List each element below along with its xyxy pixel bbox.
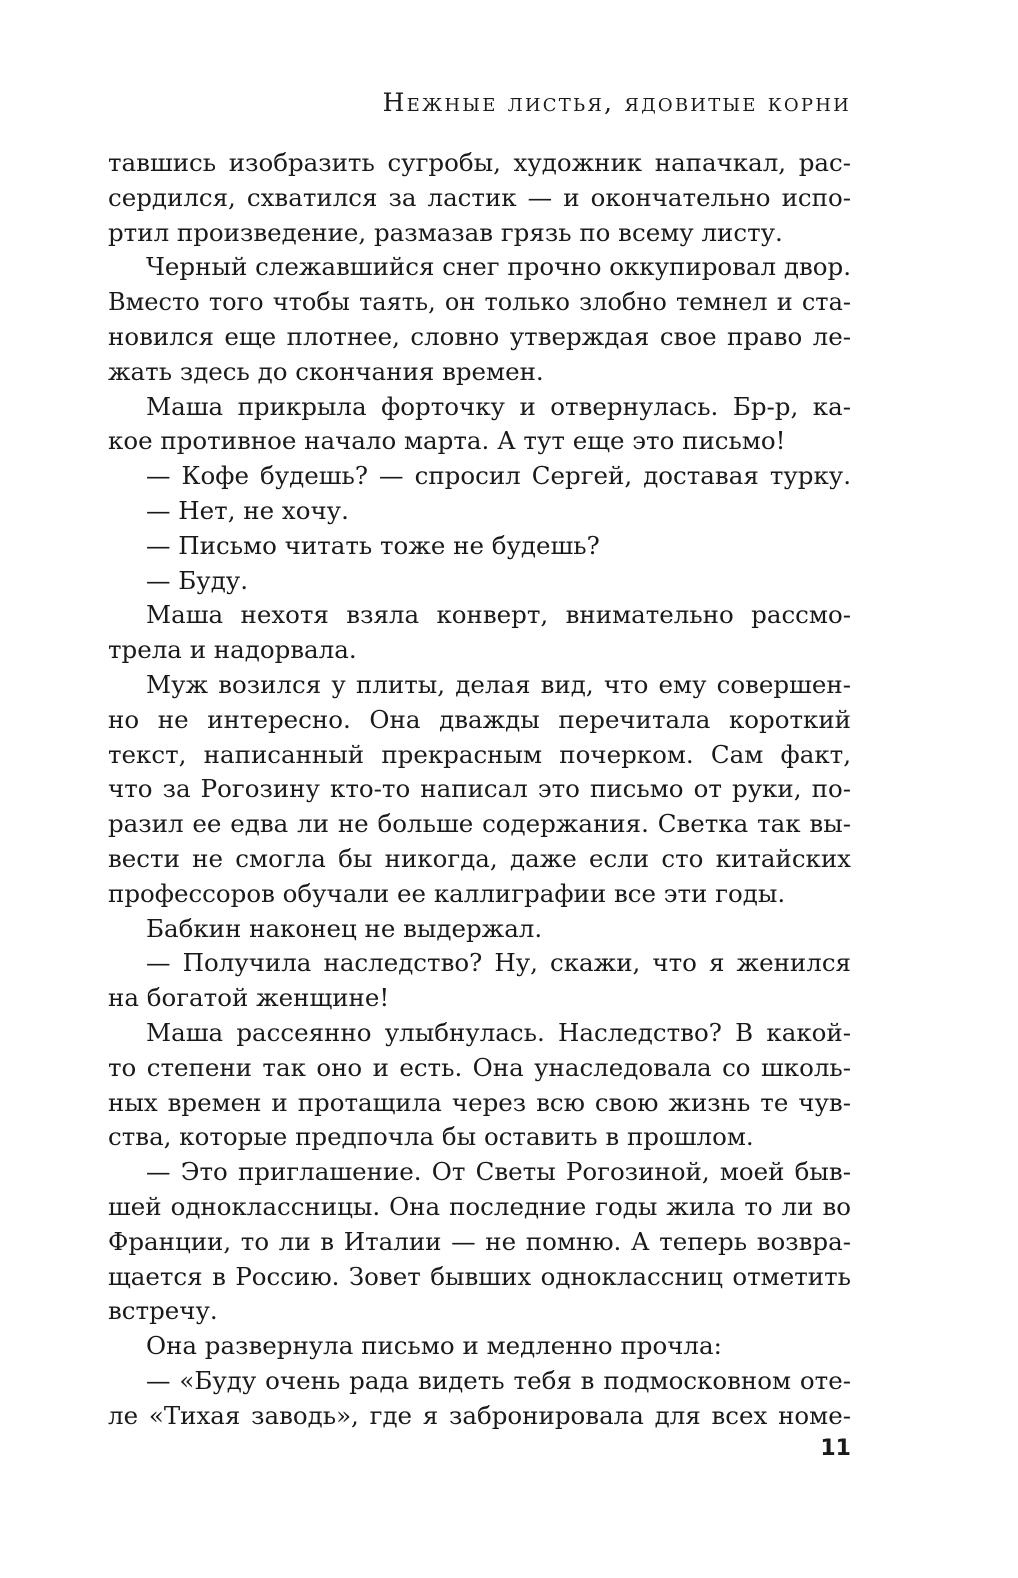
text-line: ле «Тихая заводь», где я забронировала для всех номе-: [108, 1400, 851, 1430]
text-line: шей одноклассницы. Она последние годы жила то ли во: [108, 1191, 851, 1221]
text-line: — Буду.: [146, 565, 248, 595]
text-line: Она развернула письмо и медленно прочла:: [146, 1331, 722, 1361]
text-line: — Письмо читать тоже не будешь?: [146, 530, 600, 560]
text-line: вести не смогла бы никогда, даже если сто китайских: [108, 843, 851, 873]
text-line: на богатой женщине!: [108, 983, 390, 1013]
text-line: профессоров обучали ее каллиграфии все эти годы.: [108, 878, 786, 908]
text-line: Черный слежавшийся снег прочно оккупировал двор.: [146, 252, 851, 282]
text-line: то степени так оно и есть. Она унаследовала со школь-: [108, 1052, 851, 1082]
text-line: Бабкин наконец не выдержал.: [146, 913, 543, 943]
text-line: — Нет, не хочу.: [146, 495, 349, 525]
text-line: Вместо того чтобы таять, он только злобно темнел и ста-: [108, 288, 851, 317]
text-line: Маша рассеянно улыбнулась. Наследство? В какой-: [146, 1017, 851, 1047]
text-line: Франции, то ли в Италии — не помню. А теперь возвра-: [108, 1226, 851, 1256]
text-line: — Кофе будешь? — спросил Сергей, доставая турку.: [146, 461, 851, 491]
text-line: — Получила наследство? Ну, скажи, что я женился: [146, 948, 851, 978]
body-text: [108, 146, 851, 1433]
text-line: новился еще плотнее, словно утверждая свое право ле-: [108, 321, 851, 351]
text-line: Маша прикрыла форточку и отвернулась. Бр-р, ка-: [146, 391, 851, 421]
running-head-title: Нежные листья, ядовитые корни: [382, 88, 851, 117]
text-line: — «Буду очень рада видеть тебя в подмосковном оте-: [146, 1365, 851, 1395]
text-line: — Это приглашение. От Светы Рогозиной, моей быв-: [146, 1157, 851, 1187]
text-line: тавшись изобразить сугробы, художник напачкал, рас-: [108, 148, 851, 177]
text-line: разил ее едва ли не больше содержания. Светка так вы-: [108, 809, 851, 839]
text-line: ртил произведение, размазав грязь по всему листу.: [108, 217, 783, 247]
text-line: кое противное начало марта. А тут еще это письмо!: [108, 426, 786, 456]
text-line: жать здесь до скончания времен.: [108, 356, 544, 386]
text-line: ных времен и протащила через всю свою жизнь те чув-: [108, 1087, 851, 1117]
text-line: трела и надорвала.: [108, 635, 357, 665]
text-line: встречу.: [108, 1296, 218, 1326]
text-line: Муж возился у плиты, делая вид, что ему совершен-: [146, 669, 851, 699]
text-line: что за Рогозину кто-то написал это письмо от руки, по-: [108, 774, 851, 804]
text-line: но не интересно. Она дважды перечитала короткий: [108, 704, 851, 734]
text-line: текст, написанный прекрасным почерком. Сам факт,: [108, 739, 851, 769]
text-line: щается в Россию. Зовет бывших одноклассниц отметить: [108, 1261, 851, 1291]
text-line: Маша нехотя взяла конверт, внимательно рассмо-: [146, 600, 851, 630]
text-line: ства, которые предпочла бы оставить в прошлом.: [108, 1122, 754, 1152]
text-line: сердился, схватился за ластик — и окончательно испо-: [108, 182, 851, 212]
page-number: 11: [820, 1436, 851, 1461]
